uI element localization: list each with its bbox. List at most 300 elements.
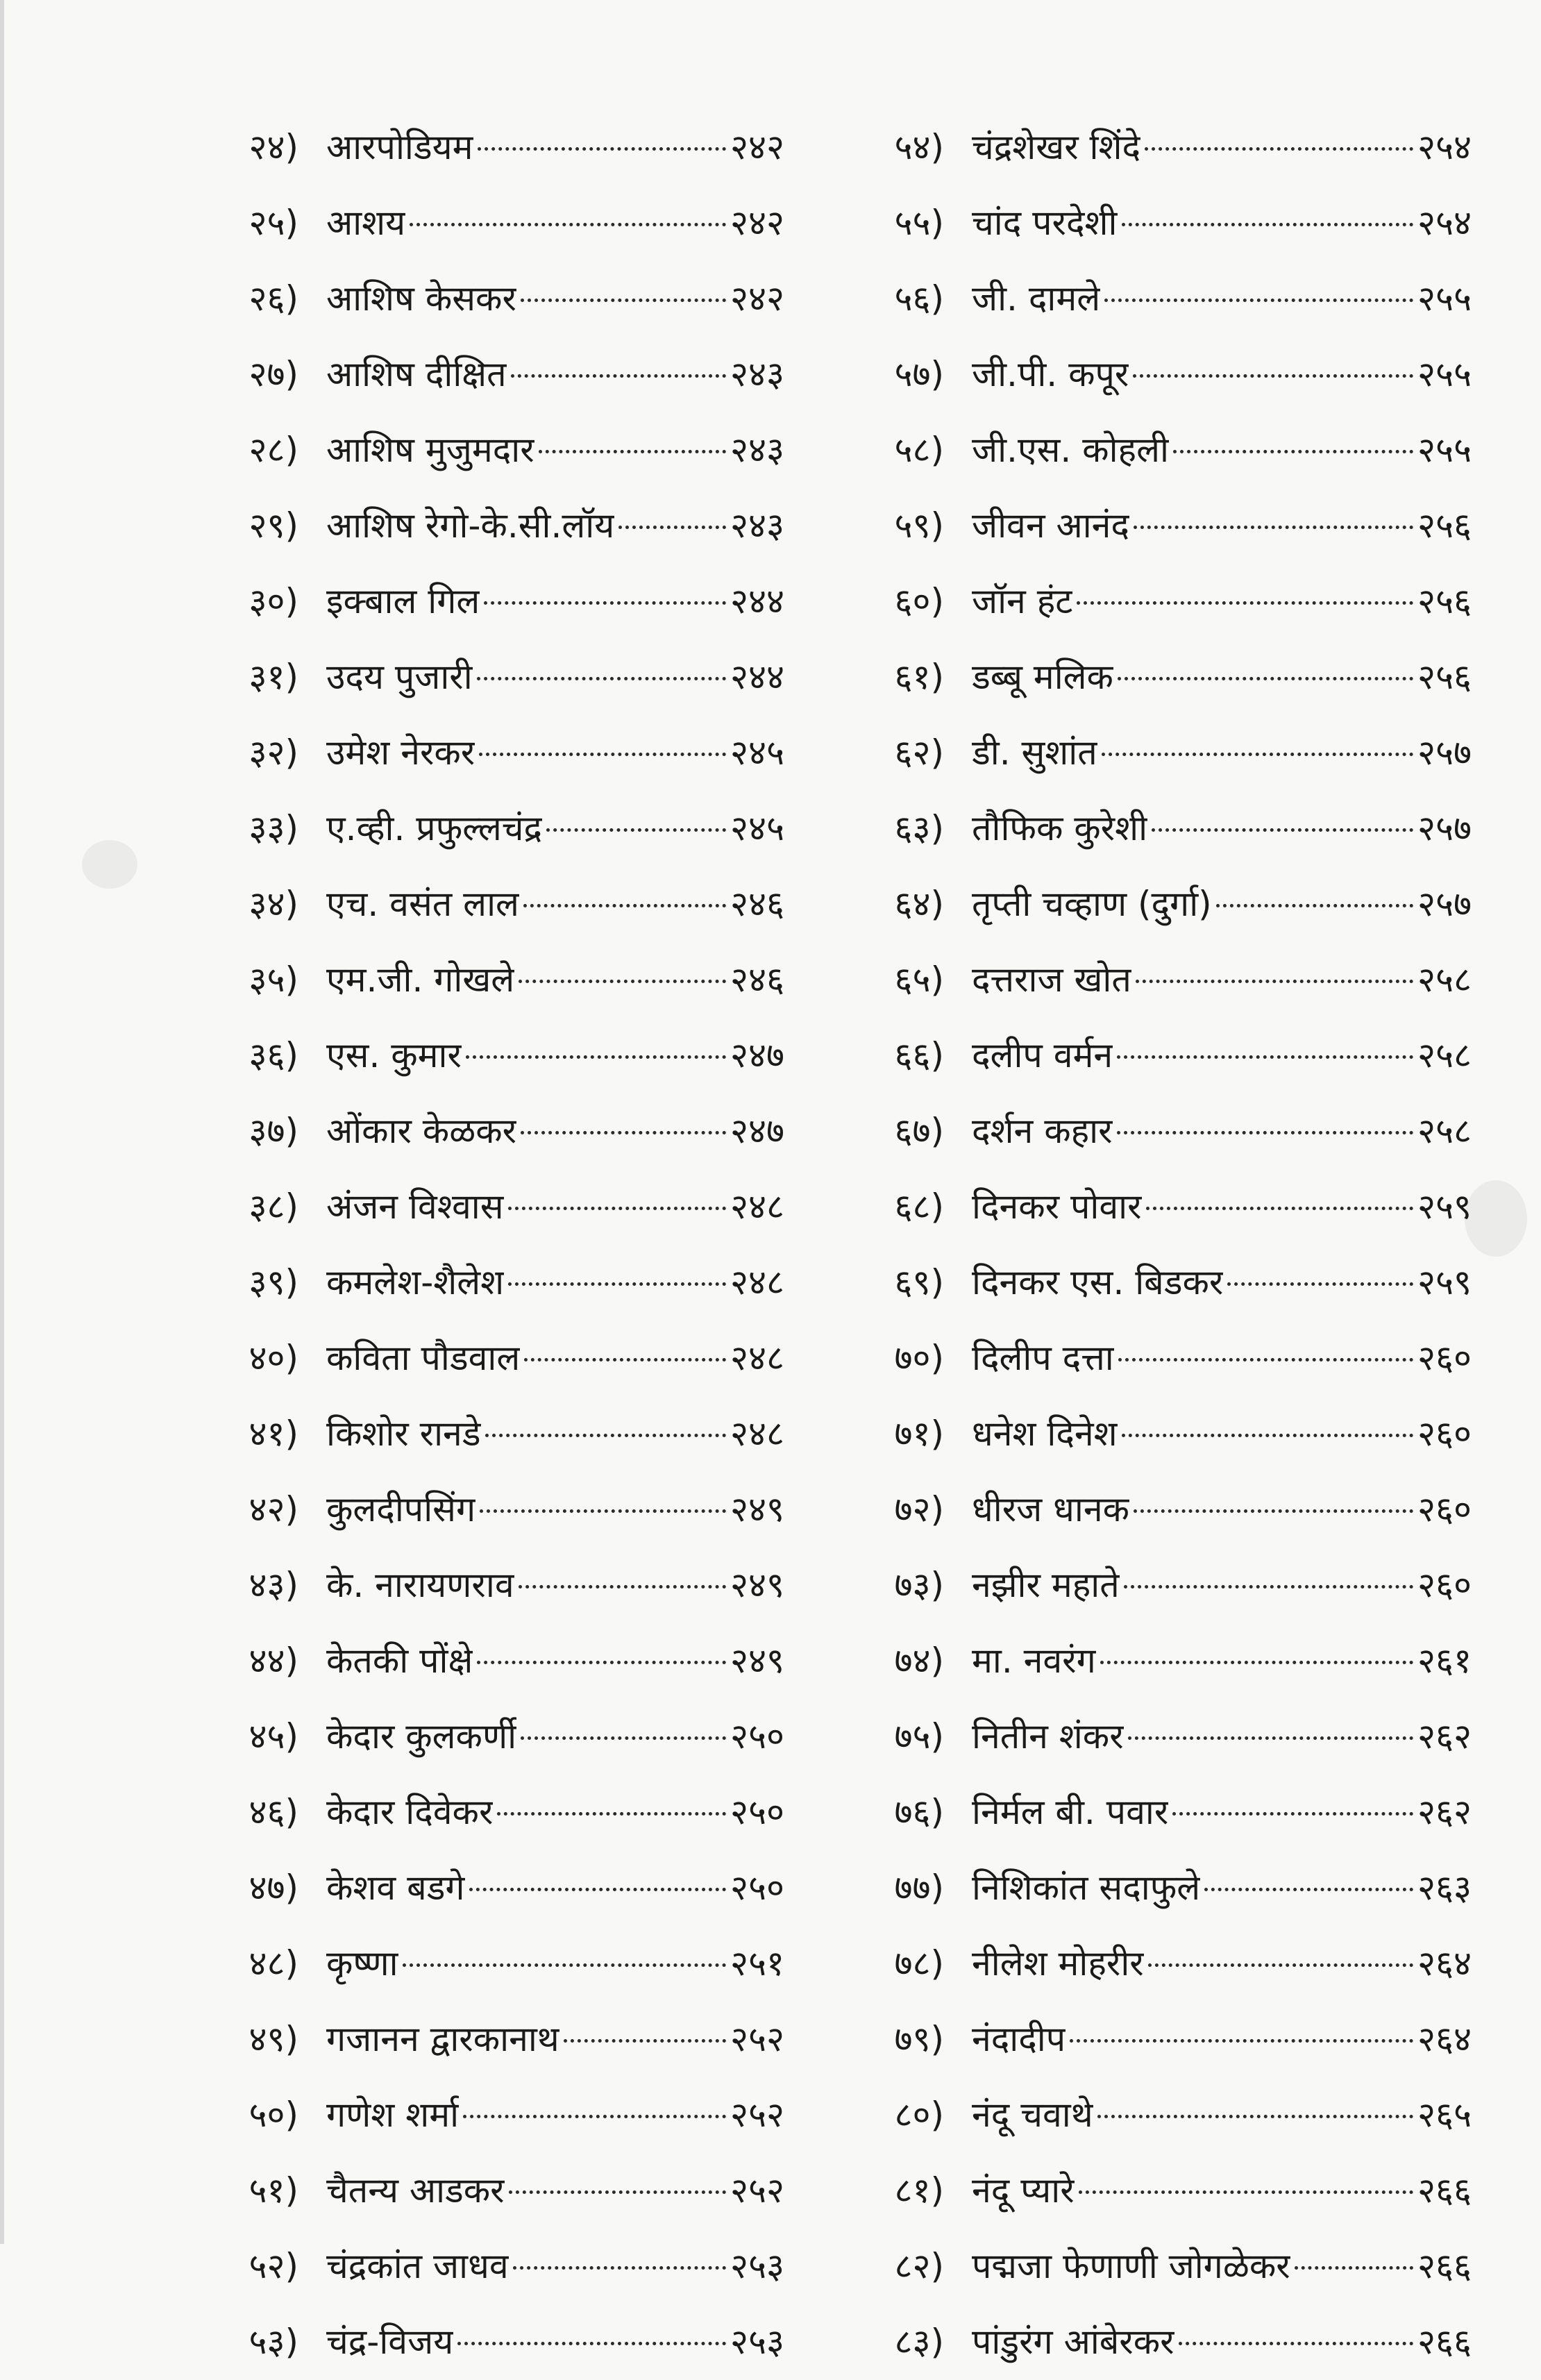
- index-entry: [812, 1169, 1479, 1245]
- index-entry: [812, 2002, 1479, 2077]
- dot-leader: [511, 374, 726, 378]
- dot-leader: [403, 1963, 726, 1967]
- entry-page-number: २६०: [1417, 1338, 1472, 1378]
- entry-page-number: २५८: [1417, 1035, 1472, 1075]
- entry-page-number: २४२: [730, 203, 784, 243]
- index-entry: [812, 564, 1479, 639]
- entry-name: नझीर महाते: [972, 1565, 1120, 1605]
- dot-leader: [618, 526, 726, 529]
- index-entry: [167, 412, 791, 488]
- dot-leader: [1173, 450, 1413, 453]
- index-entry: [167, 639, 791, 715]
- index-entry: [812, 488, 1479, 564]
- entry-name: चैतन्य आडकर: [326, 2170, 505, 2211]
- dot-leader: [1134, 1509, 1413, 1513]
- entry-number: ३०): [249, 581, 298, 621]
- dot-leader: [469, 1888, 726, 1891]
- entry-number: ५४): [894, 127, 944, 167]
- dot-leader: [564, 2039, 726, 2043]
- index-entry: [812, 2077, 1479, 2153]
- entry-page-number: २६०: [1417, 1565, 1472, 1605]
- entry-page-number: २६६: [1417, 2170, 1472, 2211]
- index-entry: [167, 1018, 791, 1093]
- dot-leader: [513, 2266, 726, 2270]
- entry-page-number: २४६: [730, 959, 784, 1000]
- entry-page-number: २५४: [1417, 203, 1472, 243]
- entry-page-number: २४७: [730, 1035, 784, 1075]
- index-entry: [812, 1775, 1479, 1850]
- entry-name: नंदादीप: [972, 2019, 1066, 2059]
- entry-page-number: २५२: [730, 2095, 784, 2135]
- entry-name: दर्शन कहार: [972, 1111, 1113, 1151]
- entry-number: ५०): [249, 2095, 298, 2135]
- entry-page-number: २५१: [730, 1943, 784, 1984]
- entry-page-number: २५९: [1417, 1187, 1472, 1227]
- entry-name: धनेश दिनेश: [972, 1414, 1118, 1454]
- entry-number: २८): [249, 430, 298, 470]
- entry-name: चंद्र-विजय: [326, 2322, 454, 2362]
- entry-name: एच. वसंत लाल: [326, 884, 519, 924]
- index-entry: [812, 185, 1479, 261]
- entry-page-number: २६०: [1417, 1489, 1472, 1530]
- entry-name: उमेश नेरकर: [326, 732, 475, 773]
- dot-leader: [523, 904, 726, 907]
- entry-page-number: २५२: [730, 2019, 784, 2059]
- entry-page-number: २४४: [730, 581, 784, 621]
- entry-page-number: २५०: [730, 1868, 784, 1908]
- entry-page-number: २४३: [730, 505, 784, 546]
- entry-number: २६): [249, 278, 298, 319]
- entry-number: ७३): [894, 1565, 944, 1605]
- entry-name: चंद्रशेखर शिंदे: [972, 127, 1141, 167]
- dot-leader: [1124, 1585, 1413, 1589]
- index-entry: [812, 110, 1479, 185]
- entry-page-number: २६२: [1417, 1792, 1472, 1832]
- entry-name: आशिष दीक्षित: [326, 354, 507, 394]
- index-entry: [167, 1472, 791, 1548]
- entry-name: जी. दामले: [972, 278, 1101, 319]
- dot-leader: [1216, 904, 1413, 907]
- entry-name: कविता पौडवाल: [326, 1338, 521, 1378]
- entry-name: दलीप वर्मन: [972, 1035, 1113, 1075]
- entry-number: ३५): [249, 959, 298, 1000]
- dot-leader: [1118, 1358, 1413, 1361]
- entry-page-number: २५४: [1417, 127, 1472, 167]
- dot-leader: [1172, 1812, 1413, 1816]
- index-entry: [167, 715, 791, 791]
- dot-leader: [479, 753, 726, 756]
- dot-leader: [1118, 677, 1413, 680]
- entry-page-number: २४९: [730, 1641, 784, 1681]
- entry-page-number: २४६: [730, 884, 784, 924]
- dot-leader: [497, 1812, 726, 1816]
- entry-number: ६४): [894, 884, 944, 924]
- entry-page-number: २४२: [730, 127, 784, 167]
- entry-page-number: २४८: [730, 1338, 784, 1378]
- index-entry: [167, 2077, 791, 2153]
- entry-number: ७५): [894, 1716, 944, 1757]
- entry-number: ४४): [249, 1641, 298, 1681]
- entry-number: २५): [249, 203, 298, 243]
- entry-name: जी.एस. कोहली: [972, 430, 1169, 470]
- entry-name: नीलेश मोहरीर: [972, 1943, 1144, 1984]
- index-entry: [812, 1548, 1479, 1623]
- entry-name: जीवन आनंद: [972, 505, 1129, 546]
- entry-number: ३७): [249, 1111, 298, 1151]
- dot-leader: [524, 1358, 726, 1361]
- dot-leader: [1133, 374, 1413, 378]
- entry-name: पद्मजा फेणाणी जोगळेकर: [972, 2246, 1290, 2286]
- entry-number: ८३): [894, 2322, 944, 2362]
- entry-name: आरपोडियम: [326, 127, 473, 167]
- entry-page-number: २५३: [730, 2246, 784, 2286]
- entry-page-number: २४३: [730, 430, 784, 470]
- index-entry: [812, 1321, 1479, 1396]
- entry-number: ५२): [249, 2246, 298, 2286]
- entry-page-number: २५७: [1417, 884, 1472, 924]
- entry-number: ४१): [249, 1414, 298, 1454]
- entry-page-number: २५६: [1417, 657, 1472, 697]
- entry-number: ३२): [249, 732, 298, 773]
- entry-number: ४६): [249, 1792, 298, 1832]
- entry-page-number: २४९: [730, 1489, 784, 1530]
- index-entry: [167, 2229, 791, 2304]
- entry-name: कुलदीपसिंग: [326, 1489, 476, 1530]
- entry-number: ६७): [894, 1111, 944, 1151]
- entry-page-number: २५५: [1417, 354, 1472, 394]
- entry-page-number: २६४: [1417, 1943, 1472, 1984]
- entry-page-number: २५७: [1417, 732, 1472, 773]
- entry-number: ५५): [894, 203, 944, 243]
- dot-leader: [521, 1131, 726, 1134]
- entry-number: ५९): [894, 505, 944, 546]
- entry-number: ४७): [249, 1868, 298, 1908]
- entry-page-number: २६४: [1417, 2019, 1472, 2059]
- dot-leader: [521, 1736, 726, 1740]
- index-entry: [167, 1699, 791, 1775]
- index-column-right: [812, 110, 1479, 2380]
- index-entry: [167, 1396, 791, 1472]
- index-entry: [812, 337, 1479, 412]
- entry-page-number: २५६: [1417, 581, 1472, 621]
- dot-leader: [1102, 753, 1413, 756]
- dot-leader: [1100, 1661, 1413, 1664]
- entry-number: ३१): [249, 657, 298, 697]
- index-entry: [167, 866, 791, 942]
- entry-number: ४३): [249, 1565, 298, 1605]
- index-entry: [167, 942, 791, 1018]
- entry-name: नंदू चवाथे: [972, 2095, 1093, 2135]
- index-entry: [167, 1169, 791, 1245]
- index-entry: [812, 1093, 1479, 1169]
- entry-number: ७१): [894, 1414, 944, 1454]
- entry-name: निशिकांत सदाफुले: [972, 1868, 1201, 1908]
- entry-page-number: २४९: [730, 1565, 784, 1605]
- entry-name: अंजन विश्वास: [326, 1187, 504, 1227]
- entry-name: आशिष मुजुमदार: [326, 430, 534, 470]
- entry-number: २७): [249, 354, 298, 394]
- entry-name: एम.जी. गोखले: [326, 959, 515, 1000]
- index-entry: [167, 488, 791, 564]
- entry-name: गणेश शर्मा: [326, 2095, 460, 2135]
- entry-number: ५७): [894, 354, 944, 394]
- entry-number: ७९): [894, 2019, 944, 2059]
- entry-number: ६१): [894, 657, 944, 697]
- index-entry: [812, 866, 1479, 942]
- entry-number: ४५): [249, 1716, 298, 1757]
- entry-name: चंद्रकांत जाधव: [326, 2246, 509, 2286]
- entry-page-number: २५७: [1417, 808, 1472, 848]
- dot-leader: [1122, 1434, 1413, 1437]
- entry-page-number: २६६: [1417, 2322, 1472, 2362]
- dot-leader: [1295, 2266, 1413, 2270]
- entry-number: ७४): [894, 1641, 944, 1681]
- dot-leader: [509, 2190, 726, 2194]
- index-entry: [812, 2153, 1479, 2229]
- entry-name: ए.व्ही. प्रफुल्लचंद्र: [326, 808, 543, 848]
- entry-number: ४२): [249, 1489, 298, 1530]
- entry-page-number: २६३: [1417, 1868, 1472, 1908]
- entry-name: जॉन हंट: [972, 581, 1073, 621]
- entry-name: दिनकर एस. बिडकर: [972, 1262, 1224, 1302]
- index-entry: [812, 942, 1479, 1018]
- dot-leader: [1122, 223, 1414, 226]
- entry-name: तौफिक कुरेशी: [972, 808, 1148, 848]
- dot-leader: [1070, 2039, 1413, 2043]
- entry-page-number: २४८: [730, 1262, 784, 1302]
- index-entry: [812, 412, 1479, 488]
- index-entry: [167, 1850, 791, 1926]
- entry-number: ६६): [894, 1035, 944, 1075]
- index-entry: [167, 1775, 791, 1850]
- entry-name: आशिष केसकर: [326, 278, 516, 319]
- entry-number: ४८): [249, 1943, 298, 1984]
- entry-name: केतकी पोंक्षे: [326, 1641, 473, 1681]
- dot-leader: [1077, 601, 1413, 605]
- index-entry: [812, 1472, 1479, 1548]
- dot-leader: [463, 2115, 726, 2118]
- index-entry: [812, 1245, 1479, 1321]
- dot-leader: [1079, 2190, 1413, 2194]
- dot-leader: [480, 1509, 726, 1513]
- entry-page-number: २४८: [730, 1187, 784, 1227]
- entry-name: के. नारायणराव: [326, 1565, 514, 1605]
- entry-page-number: २५३: [730, 2322, 784, 2362]
- entry-page-number: २४८: [730, 1414, 784, 1454]
- dot-leader: [519, 980, 726, 983]
- entry-name: डी. सुशांत: [972, 732, 1097, 773]
- index-entry: [167, 2153, 791, 2229]
- entry-number: ८२): [894, 2246, 944, 2286]
- index-entry: [167, 2002, 791, 2077]
- dot-leader: [466, 1055, 726, 1059]
- entry-page-number: २६१: [1417, 1641, 1472, 1681]
- index-entry: [167, 1623, 791, 1699]
- dot-leader: [1145, 147, 1413, 151]
- dot-leader: [1128, 1736, 1413, 1740]
- index-entry: [167, 564, 791, 639]
- dot-leader: [1136, 980, 1413, 983]
- entry-name: तृप्ती चव्हाण (दुर्गा): [972, 884, 1212, 924]
- entry-name: नितीन शंकर: [972, 1716, 1124, 1757]
- index-entry: [812, 1699, 1479, 1775]
- entry-name: पांडुरंग आंबेरकर: [972, 2322, 1174, 2362]
- dot-leader: [1204, 1888, 1413, 1891]
- index-entry: [167, 185, 791, 261]
- entry-page-number: २५९: [1417, 1262, 1472, 1302]
- entry-number: ६३): [894, 808, 944, 848]
- entry-name: निर्मल बी. पवार: [972, 1792, 1169, 1832]
- entry-number: २४): [249, 127, 298, 167]
- index-column-left: [167, 110, 791, 2380]
- dot-leader: [477, 1661, 726, 1664]
- index-entry: [167, 1926, 791, 2002]
- dot-leader: [478, 147, 727, 151]
- entry-number: ८०): [894, 2095, 944, 2135]
- entry-number: ५१): [249, 2170, 298, 2211]
- entry-number: ६८): [894, 1187, 944, 1227]
- dot-leader: [1227, 1282, 1413, 1286]
- entry-number: ७६): [894, 1792, 944, 1832]
- entry-name: केदार कुलकर्णी: [326, 1716, 517, 1757]
- entry-page-number: २५५: [1417, 430, 1472, 470]
- index-entry: [167, 791, 791, 866]
- index-entry: [167, 110, 791, 185]
- entry-name: चांद परदेशी: [972, 203, 1118, 243]
- entry-page-number: २४३: [730, 354, 784, 394]
- entry-page-number: २५५: [1417, 278, 1472, 319]
- index-entry: [812, 715, 1479, 791]
- index-entry: [812, 1018, 1479, 1093]
- entry-name: डब्बू मलिक: [972, 657, 1113, 697]
- index-entry: [812, 791, 1479, 866]
- entry-number: ४९): [249, 2019, 298, 2059]
- entry-number: ४०): [249, 1338, 298, 1378]
- entry-name: गजानन द्वारकानाथ: [326, 2019, 559, 2059]
- dot-leader: [1117, 1131, 1413, 1134]
- index-entry: [167, 261, 791, 337]
- dot-leader: [539, 450, 726, 453]
- entry-number: ३४): [249, 884, 298, 924]
- dot-leader: [1148, 1963, 1413, 1967]
- entry-name: दत्तराज खोत: [972, 959, 1131, 1000]
- entry-page-number: २५०: [730, 1792, 784, 1832]
- entry-number: ७७): [894, 1868, 944, 1908]
- entry-number: ७०): [894, 1338, 944, 1378]
- entry-number: ८१): [894, 2170, 944, 2211]
- entry-page-number: २६५: [1417, 2095, 1472, 2135]
- dot-leader: [546, 828, 726, 832]
- dot-leader: [519, 1585, 726, 1589]
- entry-number: ७८): [894, 1943, 944, 1984]
- dot-leader: [410, 223, 726, 226]
- index-entry: [812, 1623, 1479, 1699]
- entry-number: ६२): [894, 732, 944, 773]
- entry-number: ३९): [249, 1262, 298, 1302]
- entry-page-number: २५६: [1417, 505, 1472, 546]
- entry-number: ३६): [249, 1035, 298, 1075]
- entry-page-number: २५०: [730, 1716, 784, 1757]
- entry-name: आशिष रेगो-के.सी.लॉय: [326, 505, 615, 546]
- entry-number: ३३): [249, 808, 298, 848]
- entry-page-number: २४५: [730, 732, 784, 773]
- entry-page-number: २६०: [1417, 1414, 1472, 1454]
- watermark-note-left: [82, 840, 137, 889]
- entry-number: २९): [249, 505, 298, 546]
- entry-page-number: २४४: [730, 657, 784, 697]
- dot-leader: [1134, 526, 1413, 529]
- entry-number: ५३): [249, 2322, 298, 2362]
- dot-leader: [1152, 828, 1413, 832]
- dot-leader: [485, 1434, 726, 1437]
- entry-page-number: २५८: [1417, 1111, 1472, 1151]
- index-entry: [812, 2304, 1479, 2380]
- dot-leader: [508, 1282, 726, 1286]
- dot-leader: [1097, 2115, 1413, 2118]
- entry-number: ५६): [894, 278, 944, 319]
- dot-leader: [521, 299, 726, 302]
- entry-name: केशव बडगे: [326, 1868, 465, 1908]
- dot-leader: [1179, 2342, 1413, 2345]
- index-entry: [812, 2229, 1479, 2304]
- dot-leader: [1146, 1207, 1413, 1210]
- dot-leader: [484, 601, 726, 605]
- entry-name: आशय: [326, 203, 406, 243]
- entry-name: कमलेश-शैलेश: [326, 1262, 505, 1302]
- entry-name: दिलीप दत्ता: [972, 1338, 1114, 1378]
- entry-page-number: २६६: [1417, 2246, 1472, 2286]
- index-entry: [812, 1926, 1479, 2002]
- entry-name: दिनकर पोवार: [972, 1187, 1142, 1227]
- dot-leader: [508, 1207, 727, 1210]
- entry-number: ७२): [894, 1489, 944, 1530]
- page-binding-edge: [0, 0, 4, 2244]
- entry-name: ओंकार केळकर: [326, 1111, 517, 1151]
- entry-page-number: २४७: [730, 1111, 784, 1151]
- entry-page-number: २४५: [730, 808, 784, 848]
- index-entry: [812, 1396, 1479, 1472]
- index-entry: [167, 1245, 791, 1321]
- index-entry: [812, 639, 1479, 715]
- dot-leader: [1104, 299, 1413, 302]
- entry-page-number: २४२: [730, 278, 784, 319]
- index-entry: [167, 2304, 791, 2380]
- entry-number: ६०): [894, 581, 944, 621]
- index-entry: [812, 1850, 1479, 1926]
- entry-name: इक्बाल गिल: [326, 581, 480, 621]
- entry-page-number: २५८: [1417, 959, 1472, 1000]
- entry-number: ६५): [894, 959, 944, 1000]
- entry-number: ५८): [894, 430, 944, 470]
- entry-page-number: २५२: [730, 2170, 784, 2211]
- entry-number: ३८): [249, 1187, 298, 1227]
- entry-name: एस. कुमार: [326, 1035, 462, 1075]
- index-entry: [812, 261, 1479, 337]
- index-entry: [167, 1548, 791, 1623]
- entry-number: ६९): [894, 1262, 944, 1302]
- entry-name: केदार दिवेकर: [326, 1792, 494, 1832]
- entry-name: उदय पुजारी: [326, 657, 473, 697]
- dot-leader: [1117, 1055, 1413, 1059]
- entry-name: कृष्णा: [326, 1943, 398, 1984]
- entry-name: किशोर रानडे: [326, 1414, 481, 1454]
- index-entry: [167, 1321, 791, 1396]
- entry-name: नंदू प्यारे: [972, 2170, 1075, 2211]
- entry-page-number: २६२: [1417, 1716, 1472, 1757]
- index-entry: [167, 337, 791, 412]
- dot-leader: [457, 2342, 726, 2345]
- index-entry: [167, 1093, 791, 1169]
